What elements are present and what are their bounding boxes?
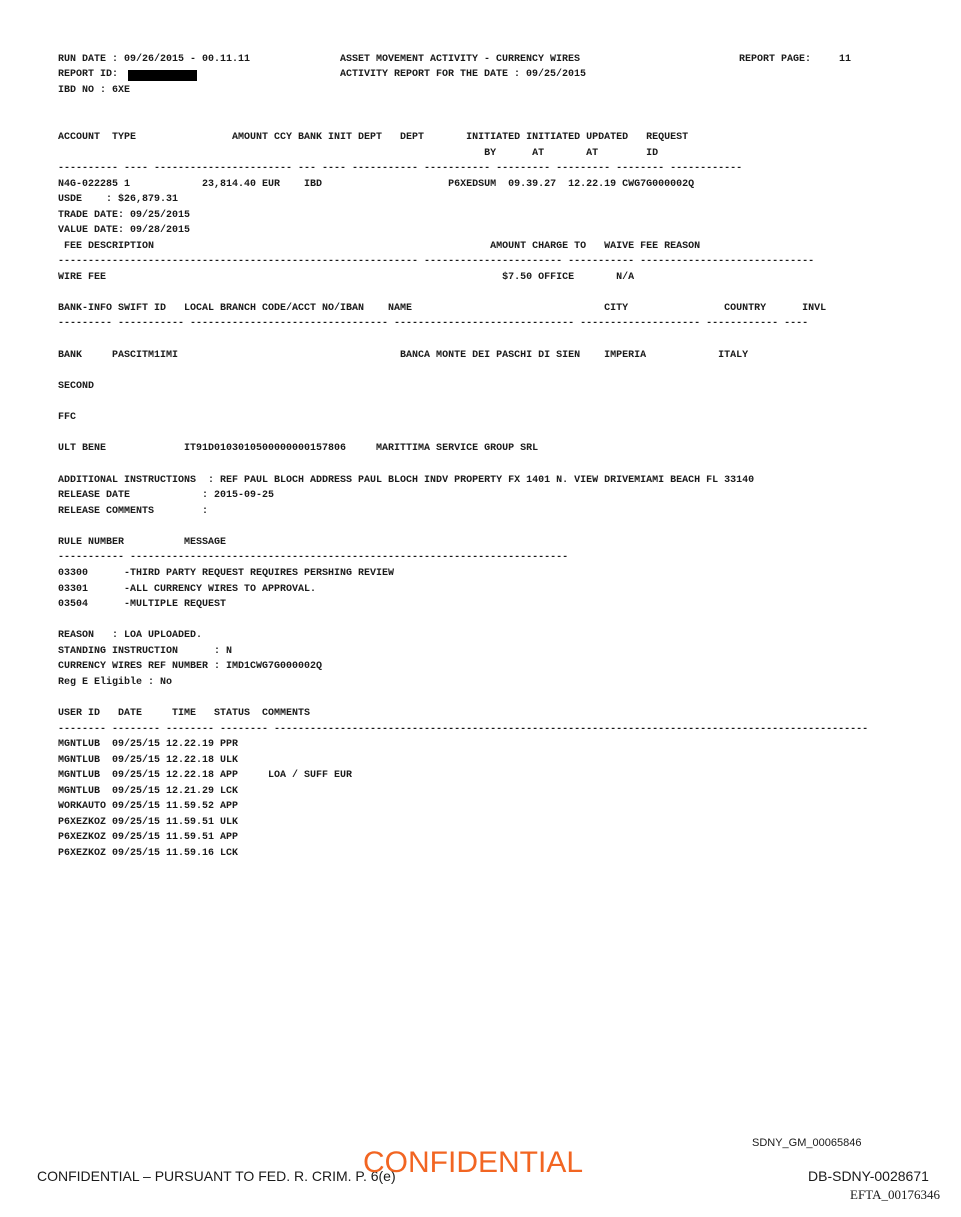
release-comments: RELEASE COMMENTS : xyxy=(58,506,209,517)
ffc-row: FFC xyxy=(58,412,77,423)
fee-header: FEE DESCRIPTION AMOUNT CHARGE TO WAIVE FEE REASON xyxy=(58,241,701,252)
bates-number-efta: EFTA_00176346 xyxy=(850,1187,940,1202)
additional-instructions: ADDITIONAL INSTRUCTIONS : REF PAUL BLOCH ADDRESS PAUL BLOCH INDV PROPERTY FX 1401 N. VIEW DRIVEMIAMI BEACH FL 33140 xyxy=(58,475,755,486)
report-page-label: REPORT PAGE: xyxy=(739,54,812,65)
standing-instruction: STANDING INSTRUCTION : N xyxy=(58,646,233,657)
status-log-row: MGNTLUB 09/25/15 12.22.19 PPR xyxy=(58,739,239,750)
status-log-row: P6XEZKOZ 09/25/15 11.59.51 ULK xyxy=(58,817,239,828)
bank-info-divider: --------- ----------- --------------------------------- ------------------------------ -------------------- ------------ ---- xyxy=(58,318,809,329)
status-log-row: P6XEZKOZ 09/25/15 11.59.16 LCK xyxy=(58,848,239,859)
ibd-number: IBD NO : 6XE xyxy=(58,85,131,96)
ref-number: CURRENCY WIRES REF NUMBER : IMD1CWG7G000002Q xyxy=(58,661,323,672)
bank-info-header: BANK-INFO SWIFT ID LOCAL BRANCH CODE/ACCT NO/IBAN NAME CITY COUNTRY INVL xyxy=(58,303,827,314)
status-log-row: MGNTLUB 09/25/15 12.22.18 APP LOA / SUFF EUR xyxy=(58,770,353,781)
status-log-row: MGNTLUB 09/25/15 12.21.29 LCK xyxy=(58,786,239,797)
status-log-row: MGNTLUB 09/25/15 12.22.18 ULK xyxy=(58,755,239,766)
rules-divider: ----------- ------------------------------------------------------------------------- xyxy=(58,552,569,563)
rule-row: 03301 -ALL CURRENCY WIRES TO APPROVAL. xyxy=(58,584,317,595)
fee-row: WIRE FEE $7.50 OFFICE N/A xyxy=(58,272,635,283)
report-subtitle: ACTIVITY REPORT FOR THE DATE : 09/25/2015 xyxy=(340,69,587,80)
bates-number-sdny-gm: SDNY_GM_00065846 xyxy=(752,1137,862,1149)
account-row: N4G-022285 1 23,814.40 EUR IBD P6XEDSUM 09.39.27 12.22.19 CWG7G000002Q xyxy=(58,179,695,190)
ult-bene-row: ULT BENE IT91D0103010500000000157806 MARITTIMA SERVICE GROUP SRL xyxy=(58,443,539,454)
redaction-bar xyxy=(128,70,197,81)
report-page-number: 11 xyxy=(839,54,852,65)
release-date: RELEASE DATE : 2015-09-25 xyxy=(58,490,275,501)
status-log-row: P6XEZKOZ 09/25/15 11.59.51 APP xyxy=(58,832,239,843)
report-id-label: REPORT ID: xyxy=(58,69,119,80)
report-title: ASSET MOVEMENT ACTIVITY - CURRENCY WIRES xyxy=(340,54,581,65)
second-row: SECOND xyxy=(58,381,95,392)
confidential-pursuant-notice: CONFIDENTIAL – PURSUANT TO FED. R. CRIM. P. 6(e) xyxy=(37,1168,396,1184)
rules-header: RULE NUMBER MESSAGE xyxy=(58,537,227,548)
account-header-line2: BY AT AT ID xyxy=(58,148,659,159)
account-header-line1: ACCOUNT TYPE AMOUNT CCY BANK INIT DEPT DEPT INITIATED INITIATED UPDATED REQUEST xyxy=(58,132,689,143)
value-date: VALUE DATE: 09/28/2015 xyxy=(58,225,191,236)
rule-row: 03504 -MULTIPLE REQUEST xyxy=(58,599,227,610)
bates-number-db-sdny: DB-SDNY-0028671 xyxy=(808,1168,929,1184)
status-log-divider: -------- -------- -------- -------- --------------------------------------------------------------------------------------------------- xyxy=(58,724,869,735)
rule-row: 03300 -THIRD PARTY REQUEST REQUIRES PERSHING REVIEW xyxy=(58,568,395,579)
reason: REASON : LOA UPLOADED. xyxy=(58,630,203,641)
account-divider: ---------- ---- ----------------------- --- ---- ----------- ----------- --------- --------- -------- ------------ xyxy=(58,163,743,174)
bank-row: BANK PASCITM1IMI BANCA MONTE DEI PASCHI DI SIEN IMPERIA ITALY xyxy=(58,350,749,361)
fee-divider: ------------------------------------------------------------ ----------------------- ----------- ----------------------------- xyxy=(58,256,815,267)
usde-value: USDE : $26,879.31 xyxy=(58,194,179,205)
status-log-row: WORKAUTO 09/25/15 11.59.52 APP xyxy=(58,801,239,812)
status-log-header: USER ID DATE TIME STATUS COMMENTS xyxy=(58,708,311,719)
trade-date: TRADE DATE: 09/25/2015 xyxy=(58,210,191,221)
run-date: RUN DATE : 09/26/2015 - 00.11.11 xyxy=(58,54,251,65)
reg-e-eligible: Reg E Eligible : No xyxy=(58,677,173,688)
confidential-stamp: CONFIDENTIAL xyxy=(363,1146,584,1179)
